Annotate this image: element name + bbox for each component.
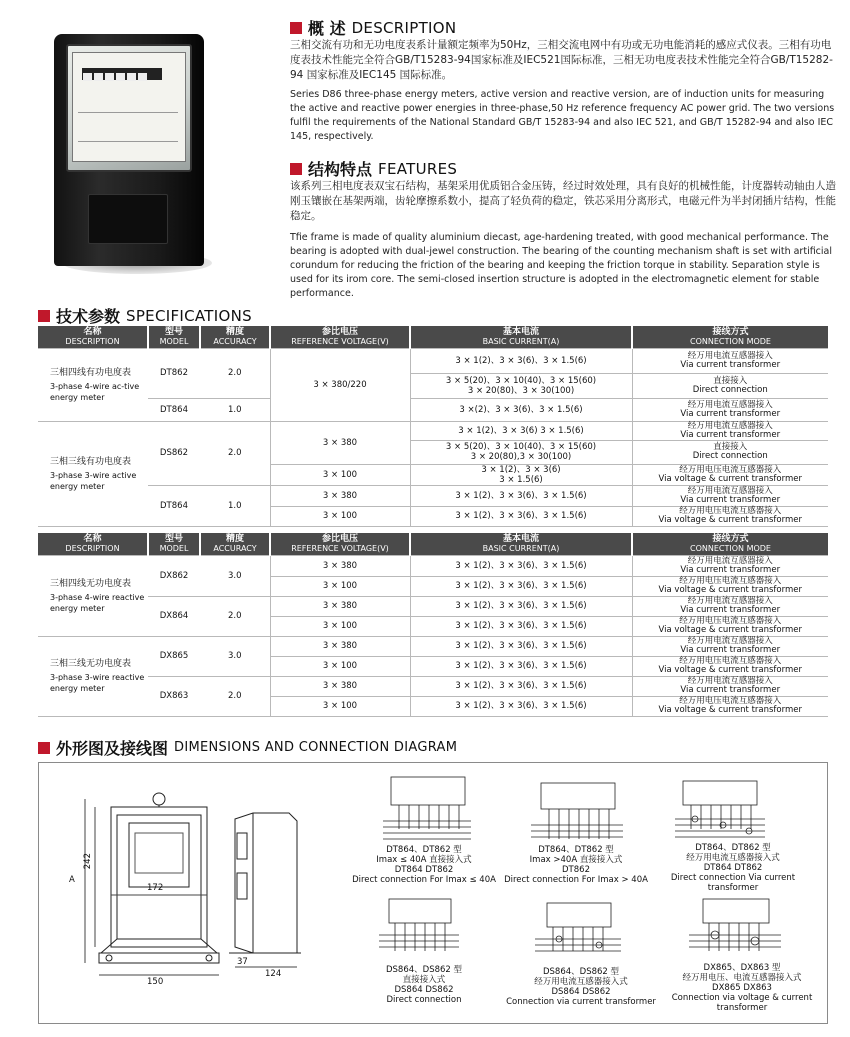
- table-row: DT864 1.0 3 ×(2)、3 × 3(6)、3 × 1.5(6) 经万用电流互感器接入 Via current transformer: [38, 398, 828, 421]
- table-row: 3 × 100 3 × 1(2)、3 × 3(6)、3 × 1.5(6) 经万用电压电流互感器接入 Via voltage & current transformer: [38, 696, 828, 716]
- diagram-panel: [38, 762, 828, 1024]
- table-row: 3 × 100 3 × 1(2)、3 × 3(6)、3 × 1.5(6) 经万用电压电流互感器接入 Via voltage & current transformer: [38, 506, 828, 526]
- dimensions-title-cn: 外形图及接线图: [56, 739, 169, 758]
- features-title-en: FEATURES: [378, 159, 458, 178]
- diagram-caption-5: DS864、DS862 型 经万用电流互感器接入式 DS864 DS862 Connection via current transformer: [506, 967, 656, 1007]
- diagram-caption-3: DT864、DT862 型 经万用电流互感器接入式 DT864 DT862 Direct connection Via current transformer: [670, 843, 796, 893]
- reactive-spec-table: [38, 533, 828, 717]
- description-heading: [290, 16, 456, 39]
- diagram-caption-2: DT864、DT862 型 Imax >40A 直接接入式 DT862 Direct connection For Imax > 40A: [504, 845, 648, 885]
- dim-242: 242: [83, 853, 93, 870]
- dim-172: 172: [147, 883, 164, 893]
- table-row: 3 × 100 3 × 1(2)、3 × 3(6)、3 × 1.5(6) 经万用电压电流互感器接入 Via voltage & current transformer: [38, 576, 828, 596]
- features-body-cn: 该系列三相电度表双宝石结构，基架采用优质铝合金压铸，经过时效处理，具有良好的机械性能，计度器转动轴由人造刚玉镶嵌在基架两端，齿轮摩擦系数小，提高了轻负荷的稳定，铁芯采用分离形式，电磁元件为半封闭插片结构，性能稳定。: [290, 180, 836, 222]
- table-row: 三相三线有功电度表 3-phase 3-wire active energy meter DS862 2.0 3 × 380 3 × 1(2)、3 × 3(6) 3 × 1.5(6) 经万用电流互感器接入 Via current transformer: [38, 421, 828, 440]
- table-row: 3 × 5(20)、3 × 10(40)、3 × 15(60) 3 × 20(80)、3 × 30(100) 直接接入 Direct connection: [38, 373, 828, 398]
- dim-a: A: [69, 875, 75, 885]
- table-row: 三相三线无功电度表 3-phase 3-wire reactive energy meter DX865 3.0 3 × 380 3 × 1(2)、3 × 3(6)、3 × 1.5(6) 经万用电流互感器接入 Via current transformer: [38, 636, 828, 656]
- features-heading: [290, 157, 457, 180]
- table-row: 3 × 100 3 × 1(2)、3 × 3(6) 3 × 1.5(6) 经万用电压电流互感器接入 Via voltage & current transformer: [38, 464, 828, 485]
- table-row: 三相四线有功电度表 3-phase 4-wire ac-tive energy meter DT862 2.0 3 × 380/220 3 × 1(2)、3 × 3(6)、3 × 1.5(6) 经万用电流互感器接入 Via current transformer: [38, 348, 828, 373]
- features-body-en: Tfie frame is made of quality aluminium diecast, age-hardening treated, with good mechanical performance. The bearing is adopted with dual-jewel construction. The bearing of the counting mechanism shaft is set with artificial corundum for reducing the friction of the bearing and keeping the friction torque in stability. Separation style is used for its irom core. The semi-closed insertion structure is adopted in the electromagnetic element for stable performance.: [290, 232, 833, 299]
- description-body-cn: 三相交流有功和无功电度表系计量额定频率为50Hz，三相交流电网中有功或无功电能消耗的感应式仪表。三相有功电度表技术性能完全符合GB/T15283-94国家标准及IEC521国际标准，三相无功电度表技术性能完全符合GB/T15282-94 国家标准及IEC145 国际标准。: [290, 39, 833, 81]
- dim-124: 124: [265, 969, 282, 979]
- dimensions-title-en: DIMENSIONS AND CONNECTION DIAGRAM: [174, 740, 458, 755]
- description-body-en: Series D86 three-phase energy meters, active version and reactive version, are of induction units for measuring the active and reactive power energies in three-phase,50 Hz reference frequency AC power grid. The two versions fulfil the requirements of the National Standard GB/T 15283-94 and also IEC 521, and GB/T 15282-94 and also IEC 145, respectively.: [290, 89, 835, 142]
- features-title-cn: 结构特点: [308, 160, 373, 179]
- specs-heading: [38, 304, 252, 327]
- specs-title-en: SPECIFICATIONS: [126, 306, 252, 325]
- diagram-caption-4: DS864、DS862 型 直接接入式 DS864 DS862 Direct connection: [385, 965, 463, 1005]
- table-row: DX863 2.0 3 × 380 3 × 1(2)、3 × 3(6)、3 × 1.5(6) 经万用电流互感器接入 Via current transformer: [38, 676, 828, 696]
- active-spec-table: [38, 326, 828, 527]
- table-row: 3 × 100 3 × 1(2)、3 × 3(6)、3 × 1.5(6) 经万用电压电流互感器接入 Via voltage & current transformer: [38, 616, 828, 636]
- table-row: 三相四线无功电度表 3-phase 4-wire reactive energy meter DX862 3.0 3 × 380 3 × 1(2)、3 × 3(6)、3 × 1.5(6) 经万用电流互感器接入 Via current transformer: [38, 555, 828, 576]
- table-row: 3 × 5(20)、3 × 10(40)、3 × 15(60) 3 × 20(80),3 × 30(100) 直接接入 Direct connection: [38, 440, 828, 464]
- meter-photo: [52, 22, 217, 277]
- description-title-cn: 概 述: [308, 19, 346, 38]
- dim-37: 37: [237, 957, 248, 967]
- table-header-row: 名称 DESCRIPTION 型号 MODEL 精度 ACCURACY 参比电压 REFERENCE VOLTAGE(V) 基本电流 BASIC CURRENT(A) 接线方式 CONNECTION MODE: [38, 533, 828, 555]
- group-desc: 三相四线无功电度表 3-phase 4-wire reactive energy meter: [38, 555, 148, 636]
- table-row: DX864 2.0 3 × 380 3 × 1(2)、3 × 3(6)、3 × 1.5(6) 经万用电流互感器接入 Via current transformer: [38, 596, 828, 616]
- description-title-en: DESCRIPTION: [351, 18, 457, 37]
- group-desc: 三相三线有功电度表 3-phase 3-wire active energy meter: [38, 421, 148, 526]
- dim-150: 150: [147, 977, 164, 987]
- diagram-caption-1: DT864、DT862 型 Imax ≤ 40A 直接接入式 DT864 DT862 Direct connection For Imax ≤ 40A: [352, 845, 496, 885]
- table-row: 3 × 100 3 × 1(2)、3 × 3(6)、3 × 1.5(6) 经万用电压电流互感器接入 Via voltage & current transformer: [38, 656, 828, 676]
- group-desc: 三相三线无功电度表 3-phase 3-wire reactive energy meter: [38, 636, 148, 716]
- table-row: DT864 1.0 3 × 380 3 × 1(2)、3 × 3(6)、3 × 1.5(6) 经万用电流互感器接入 Via current transformer: [38, 485, 828, 506]
- specs-title-cn: 技术参数: [56, 307, 121, 326]
- diagram-caption-6: DX865、DX863 型 经万用电压、电流互感器接入式 DX865 DX863 Connection via voltage & current transformer: [671, 963, 813, 1013]
- dimensions-heading: [38, 736, 457, 759]
- group-desc: 三相四线有功电度表 3-phase 4-wire ac-tive energy meter: [38, 348, 148, 421]
- table-header-row: 名称 DESCRIPTION 型号 MODEL 精度 ACCURACY 参比电压 REFERENCE VOLTAGE(V) 基本电流 BASIC CURRENT(A) 接线方式 CONNECTION MODE: [38, 326, 828, 348]
